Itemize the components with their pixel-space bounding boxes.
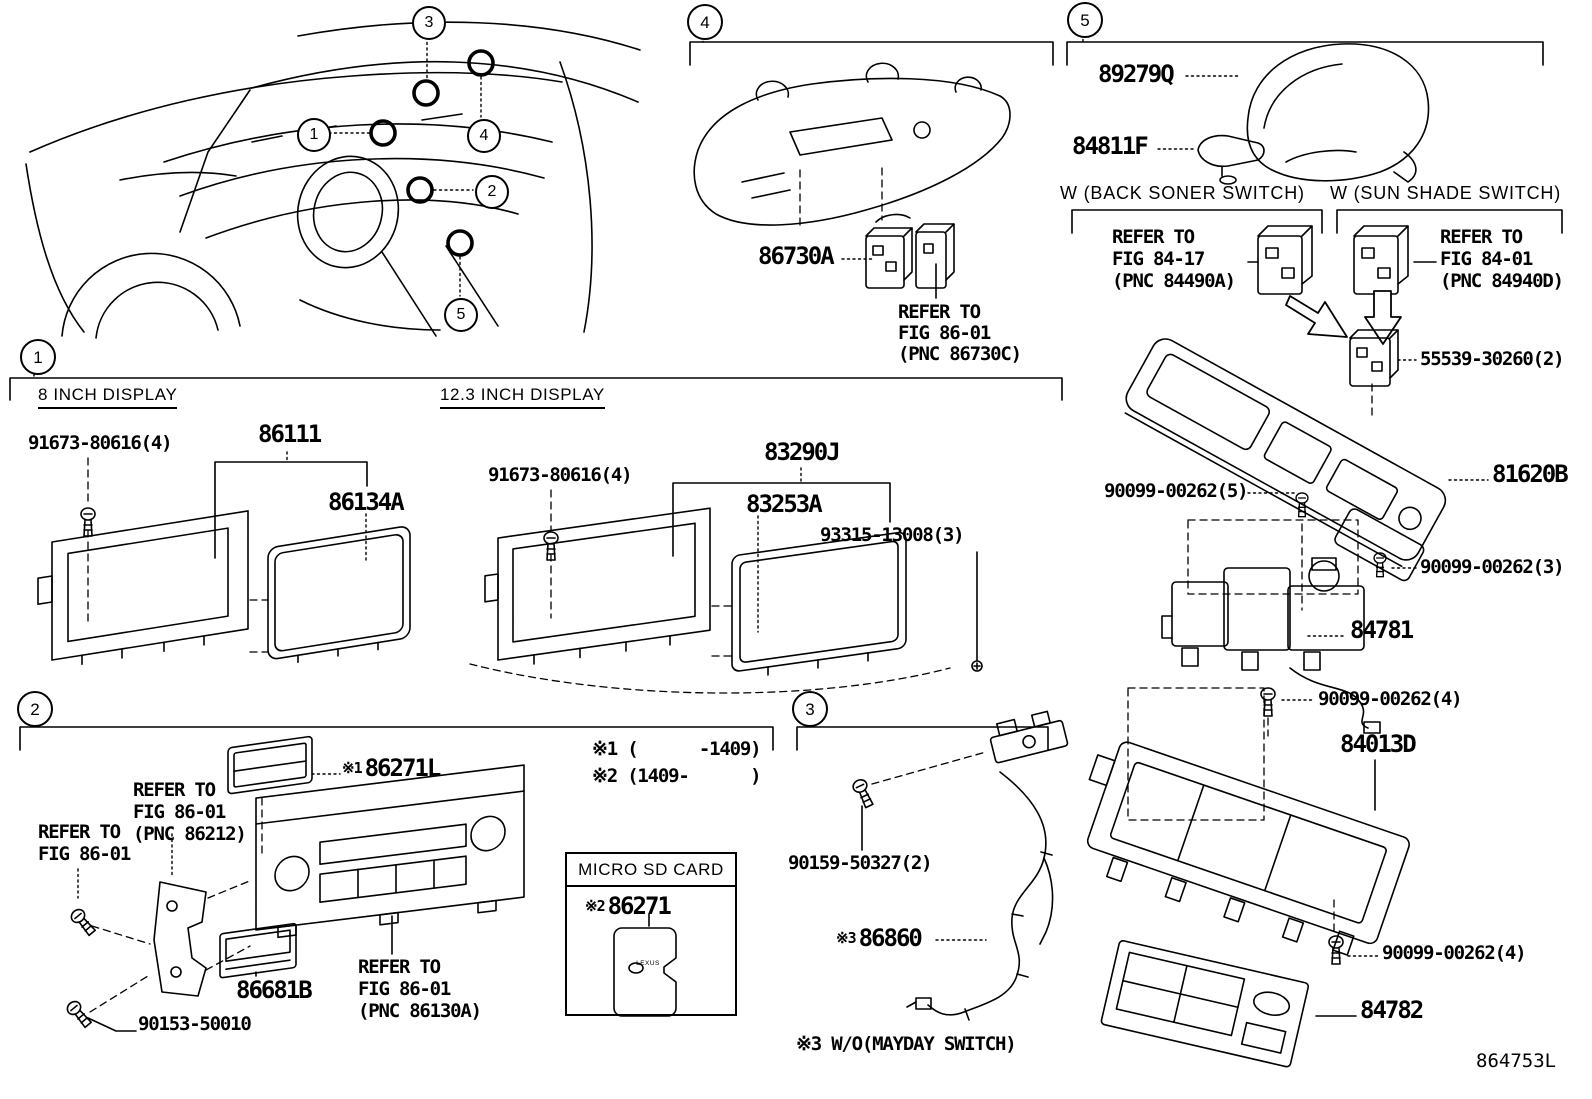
junction-box-sketch (1101, 940, 1309, 1067)
refer-note-c-line2: FIG 86-01 (358, 978, 451, 1000)
part-label-panel-8inch: 86134A (328, 488, 403, 516)
refer-note-d-line1: REFER TO (898, 301, 980, 323)
car-callout-1: 1 (297, 118, 331, 152)
seat-heater-switch-sketch (1350, 330, 1398, 386)
refer-note-b-line2: FIG 86-01 (133, 801, 226, 823)
heading-8inch-display: 8 INCH DISPLAY (38, 385, 177, 409)
screw-icon (69, 907, 98, 937)
refer-note-c-line1: REFER TO (358, 956, 440, 978)
mayday-bracket-sketch (987, 708, 1068, 763)
section-5-badge: 5 (1067, 2, 1103, 38)
micro-sd-card-box (565, 852, 737, 1016)
console-housing-sketch (1061, 734, 1411, 966)
screw-icon (851, 778, 876, 809)
hinge-cover-sketch (1198, 136, 1264, 184)
part-label-armrest-lid: 89279Q (1098, 60, 1173, 88)
window-switch-panel-sketch (1112, 334, 1453, 583)
part-label-clip-12inch: 93315-13008(3) (820, 524, 964, 546)
head-unit-sketch (256, 765, 524, 940)
part-label-switch-assy: 84781 (1350, 616, 1413, 644)
part-label-bracket-86681b: 86681B (236, 976, 311, 1004)
display-unit-8inch-sketch (38, 511, 248, 671)
part-label-display-unit-8inch: 86111 (258, 420, 321, 448)
note2-mark: ※2 (585, 897, 605, 915)
part-label-screw-x3: 90099-00262(3) (1420, 556, 1564, 578)
amplifier-bracket-sketch (220, 923, 296, 978)
part-label-screw-90153: 90153-50010 (138, 1013, 251, 1035)
lexus-logo: LEXUS (636, 960, 660, 967)
part-label-junction-box: 84782 (1360, 996, 1423, 1024)
part-label-sd-card: ※2 86271 (585, 892, 670, 920)
part-label-screw-x5: 90099-00262(5) (1104, 480, 1248, 502)
refer-note-d-line2: FIG 86-01 (898, 322, 991, 344)
refer-note-a-line2: FIG 86-01 (38, 843, 131, 865)
part-label-harness: ※3 86860 (836, 924, 921, 952)
refer-note-c-line3: (PNC 86130A) (358, 1000, 481, 1022)
overhead-console-sketch (694, 63, 1010, 225)
screw-icon (972, 661, 982, 671)
part-label-switch-panel: 81620B (1492, 460, 1567, 488)
part-label-lamp-assy: 86730A (758, 242, 833, 270)
back-sonar-switch-sketch (1258, 226, 1312, 294)
display-unit-12inch-sketch (485, 508, 710, 671)
part-label-switch-55539: 55539-30260(2) (1420, 348, 1564, 370)
applicability-note-2: ※2 (1409- ) (592, 765, 761, 787)
screw-icon (65, 999, 94, 1029)
refer-note-back-line1: REFER TO (1112, 226, 1194, 248)
armrest-lid-sketch (1247, 44, 1428, 182)
refer-note-sun-line2: FIG 84-01 (1440, 248, 1533, 270)
shift-switch-assembly-sketch (1162, 558, 1364, 670)
arrow-icons (1286, 291, 1401, 344)
part-label-screw-x4-top: 90099-00262(4) (1318, 688, 1462, 710)
telephone-transceiver-sketch (228, 736, 312, 794)
refer-note-b-line3: (PNC 86212) (133, 823, 246, 845)
map-lamp-switch-sketch (866, 215, 912, 288)
refer-note-b-line1: REFER TO (133, 779, 215, 801)
note3-mark: ※3 (836, 929, 856, 947)
part-label-screw-8inch: 91673-80616(4) (28, 432, 172, 454)
display-panel-8inch-sketch (268, 526, 410, 667)
refer-note-d-line3: (PNC 86730C) (898, 343, 1021, 365)
heading-12inch-display: 12.3 INCH DISPLAY (440, 385, 605, 409)
car-callout-5: 5 (444, 298, 478, 332)
section-1-badge: 1 (20, 339, 56, 375)
refer-note-back-line2: FIG 84-17 (1112, 248, 1205, 270)
car-callout-3: 3 (412, 6, 446, 40)
section-3-badge: 3 (792, 691, 828, 727)
leader-lines (78, 76, 1488, 1031)
harness-wire-sketch (907, 772, 1053, 1020)
part-label-screw-x4-bottom: 90099-00262(4) (1382, 942, 1526, 964)
part-label-display-unit-12inch: 83290J (764, 438, 839, 466)
heading-back-soner-switch: W (BACK SONER SWITCH) (1060, 183, 1305, 203)
car-sketch (26, 22, 640, 338)
part-label-console-housing: 84013D (1340, 730, 1415, 758)
refer-note-sun-line3: (PNC 84940D) (1440, 270, 1563, 292)
section-2-badge: 2 (17, 691, 53, 727)
part-label-screw-90159: 90159-50327(2) (788, 852, 932, 874)
refer-note-a-line1: REFER TO (38, 821, 120, 843)
car-callout-4: 4 (467, 119, 501, 153)
mounting-bracket-sketch (154, 882, 206, 996)
refer-note-sun-line1: REFER TO (1440, 226, 1522, 248)
heading-sun-shade-switch: W (SUN SHADE SWITCH) (1330, 183, 1561, 203)
part-label-panel-12inch: 83253A (746, 490, 821, 518)
car-callout-2: 2 (475, 175, 509, 209)
note1-mark: ※1 (342, 759, 362, 777)
section-brackets (10, 34, 1562, 750)
micro-sd-card-title: MICRO SD CARD (567, 854, 735, 887)
map-lamp-switch2-sketch (916, 224, 954, 288)
figure-code: 864753L (1476, 1050, 1557, 1072)
mayday-footnote: ※3 W/O(MAYDAY SWITCH) (796, 1033, 1016, 1055)
refer-note-back-line3: (PNC 84490A) (1112, 270, 1235, 292)
section-4-badge: 4 (687, 4, 723, 40)
part-label-screw-12inch: 91673-80616(4) (488, 464, 632, 486)
screw-icon (1261, 688, 1275, 716)
applicability-note-1: ※1 ( -1409) (592, 738, 761, 760)
part-label-receiver: ※1 86271L (342, 754, 440, 782)
sun-shade-switch-sketch (1354, 226, 1408, 294)
part-label-hinge-cover: 84811F (1072, 132, 1147, 160)
